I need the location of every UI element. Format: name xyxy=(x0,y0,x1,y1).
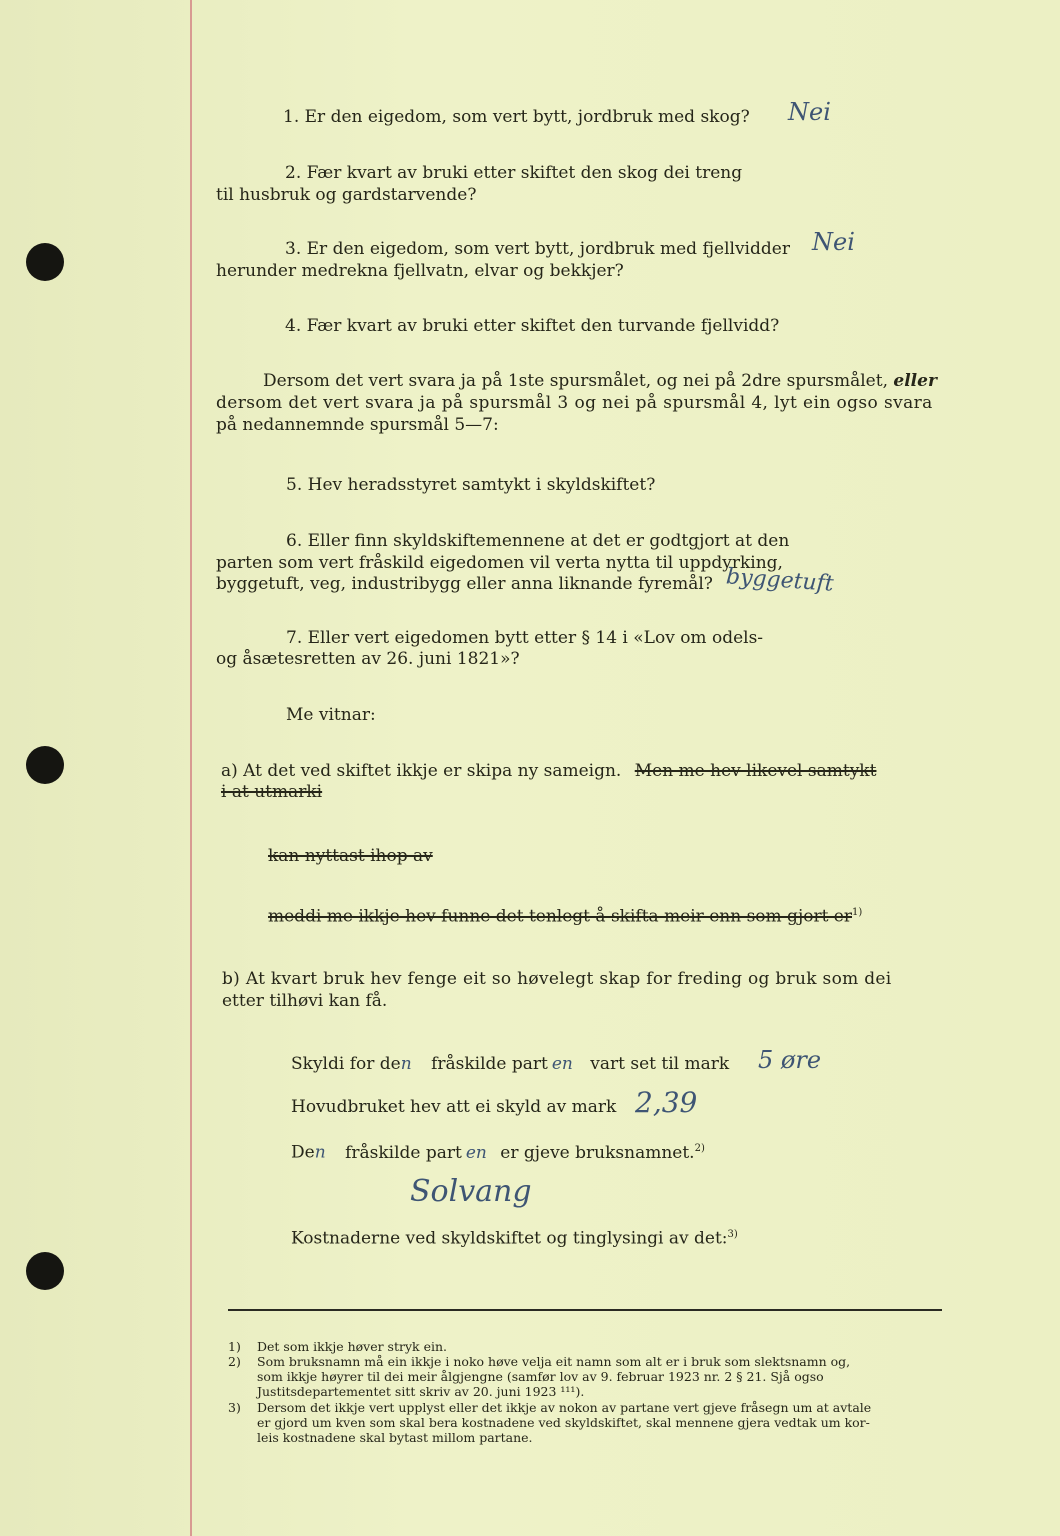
condition-line1-eller: eller xyxy=(893,371,937,391)
skyld-hw1: n xyxy=(400,1054,412,1074)
witness-b-line2: etter tilhøvi kan få. xyxy=(222,991,388,1011)
punch-hole xyxy=(26,746,64,784)
question-2-line2: til husbruk og gardstarvende? xyxy=(216,185,477,205)
question-1: 1. Er den eigedom, som vert bytt, jordbruk med skog? xyxy=(283,107,750,127)
footnote-2-line3: Justitsdepartementet sitt skriv av 20. juni 1923 ¹¹¹). xyxy=(257,1384,585,1399)
footnote-2-line2: som ikkje høyrer til dei meir ålgjengne (samfør lov av 9. februar 1923 nr. 2 § 21. Sjå ogso xyxy=(257,1369,824,1384)
skyld-field xyxy=(291,1053,729,1075)
question-2-line1: 2. Fær kvart av bruki etter skiftet den skog dei treng xyxy=(285,163,743,183)
skyld-prefix: Skyldi for de xyxy=(291,1054,401,1074)
witness-a-struck-3: kan nyttast ihop av xyxy=(268,846,433,866)
condition-line1 xyxy=(263,370,937,392)
skyld-hw2: en xyxy=(551,1054,573,1074)
footnote-ref-1: 1) xyxy=(852,907,863,918)
question-3-answer: Nei xyxy=(812,228,855,256)
condition-line3: på nedannemnde spursmål 5—7: xyxy=(216,415,499,435)
question-3-line1: 3. Er den eigedom, som vert bytt, jordbruk med fjellvidder xyxy=(285,239,790,259)
witness-b-line1: b) At kvart bruk hev fenge eit so høvelegt skap for freding og bruk som dei xyxy=(222,969,892,989)
witness-a-struck-4: meddi me ikkje hev funne det tenlegt å skifta meir enn som gjort er xyxy=(268,906,852,927)
skyld-mid: fråskilde part xyxy=(431,1054,548,1074)
witness-a-text: a) At det ved skiftet ikkje er skipa ny sameign. xyxy=(221,761,622,781)
kost-label: Kostnaderne ved skyldskiftet og tinglysingi av det: xyxy=(291,1228,728,1249)
witness-a-struck-2: i at utmarki xyxy=(221,782,323,802)
namn-suffix: er gjeve bruksnamnet. xyxy=(500,1142,695,1163)
hovud-value: 2,39 xyxy=(635,1086,698,1119)
footnote-3-line3: leis kostnadene skal bytast millom partane. xyxy=(257,1430,533,1445)
condition-line2: dersom det vert svara ja på spursmål 3 og nei på spursmål 4, lyt ein ogso svara xyxy=(216,393,933,413)
footnote-ref-2: 2) xyxy=(694,1143,705,1154)
margin-line xyxy=(190,0,192,1536)
witness-a-struck-1: Men me hev likevel samtykt xyxy=(634,761,877,781)
namn-prefix: De xyxy=(291,1142,315,1163)
question-7-line1: 7. Eller vert eigedomen bytt etter § 14 i «Lov om odels- xyxy=(286,628,764,648)
footnote-3-num: 3) xyxy=(228,1400,241,1415)
footnote-2-num: 2) xyxy=(228,1354,241,1369)
namn-value: Solvang xyxy=(410,1174,532,1209)
footnote-ref-3: 3) xyxy=(727,1229,738,1240)
footnote-2-line1: Som bruksnamn må ein ikkje i noko høve velja eit namn som alt er i bruk som slektsnamn og, xyxy=(257,1354,851,1369)
footnote-3-line2: er gjord um kven som skal bera kostnadene ved skyldskiftet, skal mennene gjera vedtak um kor- xyxy=(257,1415,870,1430)
question-6-line2: parten som vert fråskild eigedomen vil verta nytta til uppdyrking, xyxy=(216,553,783,573)
namn-field xyxy=(291,1138,705,1164)
witness-heading: Me vitnar: xyxy=(286,705,376,725)
question-4: 4. Fær kvart av bruki etter skiftet den turvande fjellvidd? xyxy=(285,316,780,336)
question-6-line1: 6. Eller finn skyldskiftemennene at det er godtgjort at den xyxy=(286,531,790,551)
question-1-answer: Nei xyxy=(788,98,831,126)
kost-field xyxy=(291,1224,738,1250)
skyld-value: 5 øre xyxy=(758,1046,822,1074)
question-7-line2: og åsætesretten av 26. juni 1821»? xyxy=(216,649,520,669)
namn-hw2: en xyxy=(465,1142,487,1163)
footnote-rule xyxy=(228,1309,942,1311)
question-6-answer: byggetuft xyxy=(725,564,835,597)
namn-mid: fråskilde part xyxy=(345,1142,462,1163)
question-5: 5. Hev heradsstyret samtykt i skyldskiftet? xyxy=(286,475,656,495)
footnote-3-line1: Dersom det ikkje vert upplyst eller det ikkje av nokon av partane vert gjeve fråsegn um at avtale xyxy=(257,1400,872,1415)
question-6-line3: byggetuft, veg, industribygg eller anna liknande fyremål? xyxy=(216,574,713,594)
question-3-line2: herunder medrekna fjellvatn, elvar og bekkjer? xyxy=(216,261,624,281)
witness-a-struck-4-line xyxy=(268,902,862,928)
skyld-suffix: vart set til mark xyxy=(590,1054,730,1074)
hovud-label: Hovudbruket hev att ei skyld av mark xyxy=(291,1097,617,1117)
footnote-1-num: 1) xyxy=(228,1339,241,1354)
namn-hw1: n xyxy=(314,1142,326,1163)
condition-line1-text: Dersom det vert svara ja på 1ste spursmålet, og nei på 2dre spursmålet, xyxy=(263,371,888,391)
witness-a xyxy=(221,760,876,782)
punch-hole xyxy=(26,243,64,281)
footnote-1-line1: Det som ikkje høver stryk ein. xyxy=(257,1339,448,1354)
punch-hole xyxy=(26,1252,64,1290)
